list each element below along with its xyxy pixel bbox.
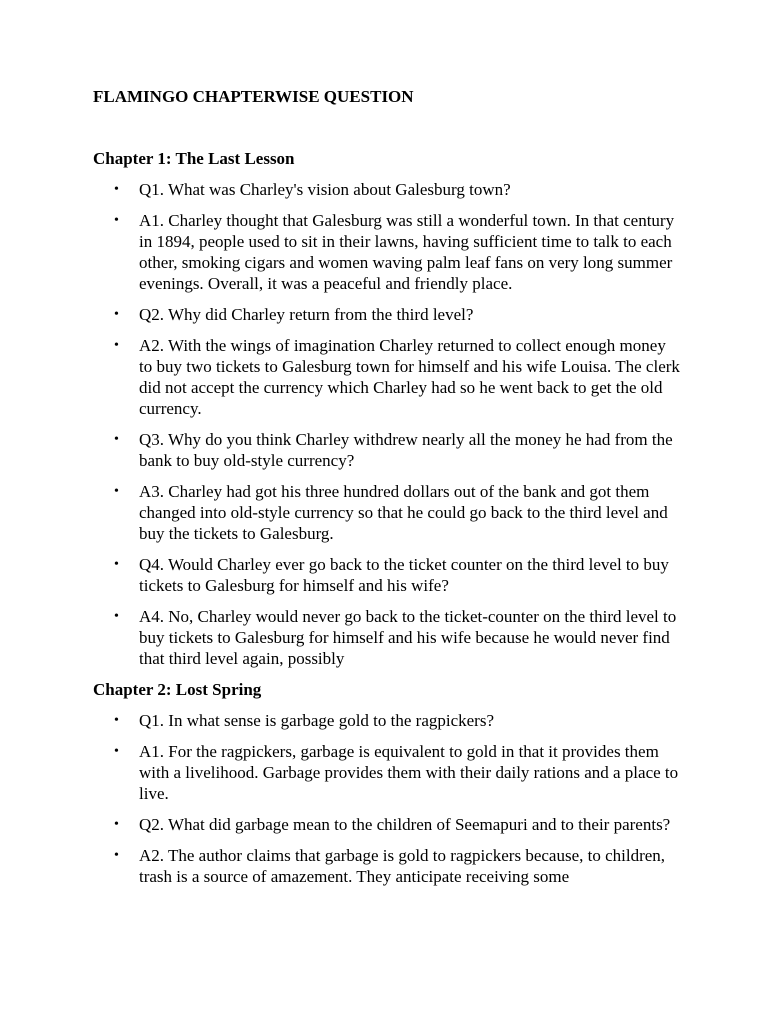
question-item: • Q4. Would Charley ever go back to the ticket counter on the third level to buy tickets to Galesburg for himself and his wife?	[93, 554, 683, 596]
qa-list	[93, 179, 683, 669]
document-page	[93, 86, 683, 897]
chapter-2-section	[93, 679, 683, 887]
question-item: • Q1. In what sense is garbage gold to the ragpickers?	[93, 710, 683, 731]
answer-item: • A1. For the ragpickers, garbage is equivalent to gold in that it provides them with a livelihood. Garbage provides them with their daily rations and a place to live.	[93, 741, 683, 804]
question-item: • Q2. Why did Charley return from the third level?	[93, 304, 683, 325]
question-item: • Q3. Why do you think Charley withdrew nearly all the money he had from the bank to buy old-style currency?	[93, 429, 683, 471]
answer-item: • A1. Charley thought that Galesburg was still a wonderful town. In that century in 1894, people used to sit in their lawns, having sufficient time to talk to each other, smoking cigars and women waving palm leaf fans on very long summer evenings. Overall, it was a peaceful and friendly place.	[93, 210, 683, 294]
question-item: • Q1. What was Charley's vision about Galesburg town?	[93, 179, 683, 200]
answer-item: • A2. With the wings of imagination Charley returned to collect enough money to buy two tickets to Galesburg town for himself and his wife Louisa. The clerk did not accept the currency which Charley had so he went back to get the old currency.	[93, 335, 683, 419]
chapter-1-section	[93, 148, 683, 669]
question-item: • Q2. What did garbage mean to the children of Seemapuri and to their parents?	[93, 814, 683, 835]
document-title: FLAMINGO CHAPTERWISE QUESTION	[93, 87, 414, 106]
answer-item: • A3. Charley had got his three hundred dollars out of the bank and got them changed into old-style currency so that he could go back to the third level and buy the tickets to Galesburg.	[93, 481, 683, 544]
answer-item: • A2. The author claims that garbage is gold to ragpickers because, to children, trash is a source of amazement. They anticipate receiving some	[93, 845, 683, 887]
chapter-heading: Chapter 2: Lost Spring	[93, 680, 262, 699]
answer-item: • A4. No, Charley would never go back to the ticket-counter on the third level to buy tickets to Galesburg for himself and his wife because he would never find that third level again, possibly	[93, 606, 683, 669]
chapter-heading: Chapter 1: The Last Lesson	[93, 149, 295, 168]
qa-list	[93, 710, 683, 887]
